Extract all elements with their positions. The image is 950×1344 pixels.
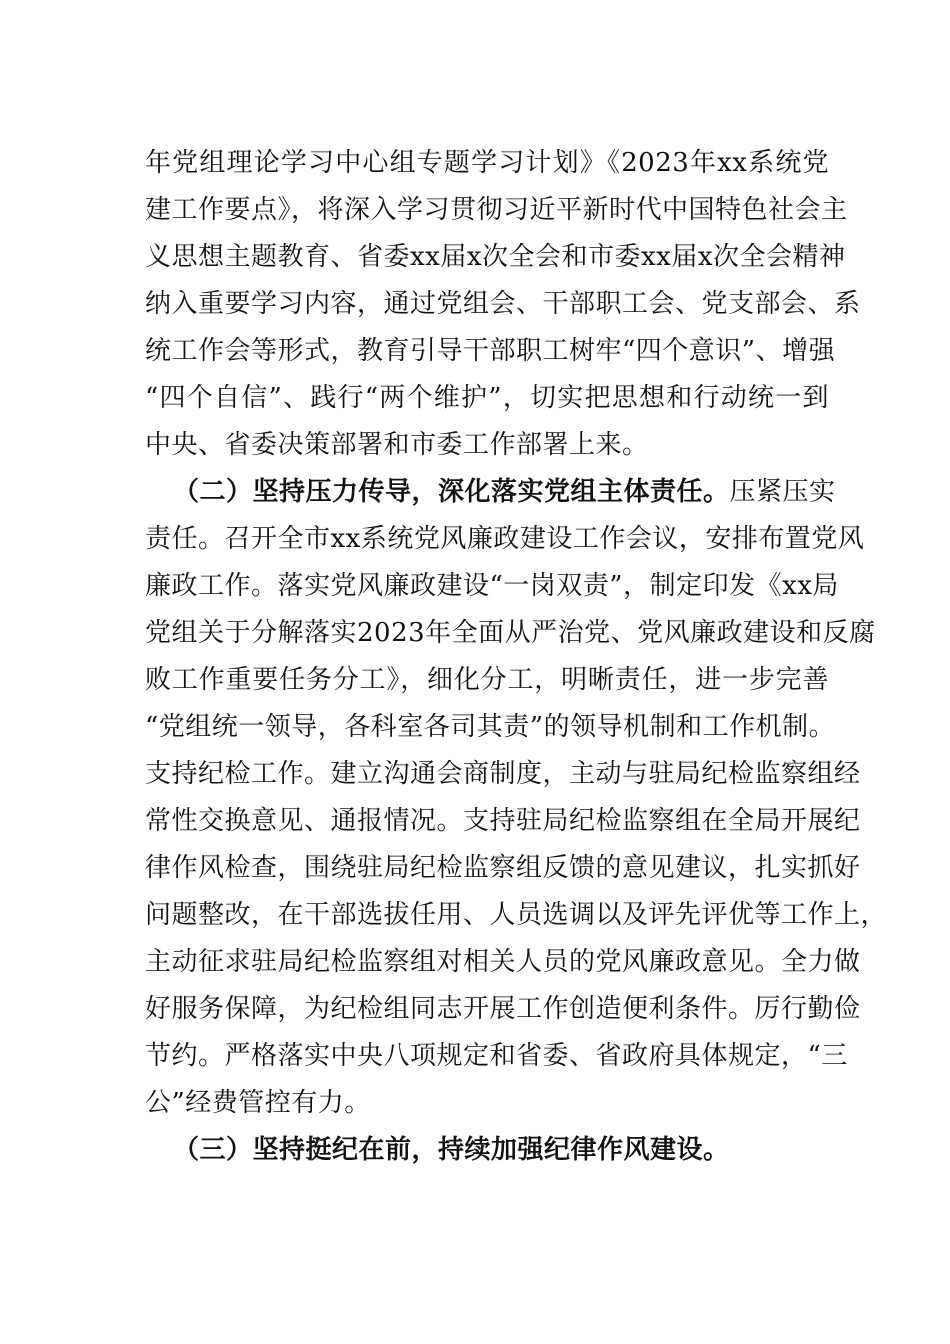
section-2-heading-tail: 压紧压实 (729, 477, 836, 507)
paragraph-line: 好服务保障，为纪检组同志开展工作创造便利条件。厉行勤俭 (145, 994, 861, 1024)
paragraph-line: 公”经费管控有力。 (145, 1088, 371, 1118)
paragraph-line: 中央、省委决策部署和市委工作部署上来。 (145, 430, 649, 460)
paragraph-line: 主动征求驻局纪检监察组对相关人员的党风廉政意见。全力做 (145, 947, 861, 977)
paragraph-line: “四个自信”、践行“两个维护”，切实把思想和行动统一到 (145, 383, 829, 413)
paragraph-line: 节约。严格落实中央八项规定和省委、省政府具体规定，“三 (145, 1041, 848, 1071)
paragraph-line: 统工作会等形式，教育引导干部职工树牢“四个意识”、增强 (145, 336, 836, 366)
paragraph-line: 败工作重要任务分工》，细化分工，明晰责任，进一步完善 (145, 665, 829, 695)
section-3-heading: （三）坚持挺纪在前，持续加强纪律作风建设。 (173, 1135, 730, 1165)
paragraph-line: 常性交换意见、通报情况。支持驻局纪检监察组在全局开展纪 (145, 806, 861, 836)
paragraph-line: “党组统一领导，各科室各司其责”的领导机制和工作机制。 (145, 712, 836, 742)
paragraph-line: 年党组理论学习中心组专题学习计划》《2023年xx系统党 (145, 148, 829, 178)
paragraph-line: 廉政工作。落实党风廉政建设“一岗双责”，制定印发《xx局 (145, 571, 839, 601)
paragraph-line: 纳入重要学习内容，通过党组会、干部职工会、党支部会、系 (145, 289, 861, 319)
section-2-heading: （二）坚持压力传导，深化落实党组主体责任。 (173, 477, 730, 507)
paragraph-line: 问题整改，在干部选拔任用、人员选调以及评先评优等工作上， (145, 900, 888, 930)
paragraph-line: 义思想主题教育、省委xx届x次全会和市委xx届x次全会精神 (145, 242, 846, 272)
paragraph-line: 支持纪检工作。建立沟通会商制度，主动与驻局纪检监察组经 (145, 759, 861, 789)
paragraph-line: 责任。召开全市xx系统党风廉政建设工作会议，安排布置党风 (145, 524, 865, 554)
paragraph-line: 建工作要点》，将深入学习贯彻习近平新时代中国特色社会主 (145, 195, 848, 225)
paragraph-line: 党组关于分解落实2023年全面从严治党、党风廉政建设和反腐 (145, 618, 876, 648)
paragraph-line: 律作风检查，围绕驻局纪检监察组反馈的意见建议，扎实抓好 (145, 853, 861, 883)
section-2-heading-line (173, 472, 836, 512)
